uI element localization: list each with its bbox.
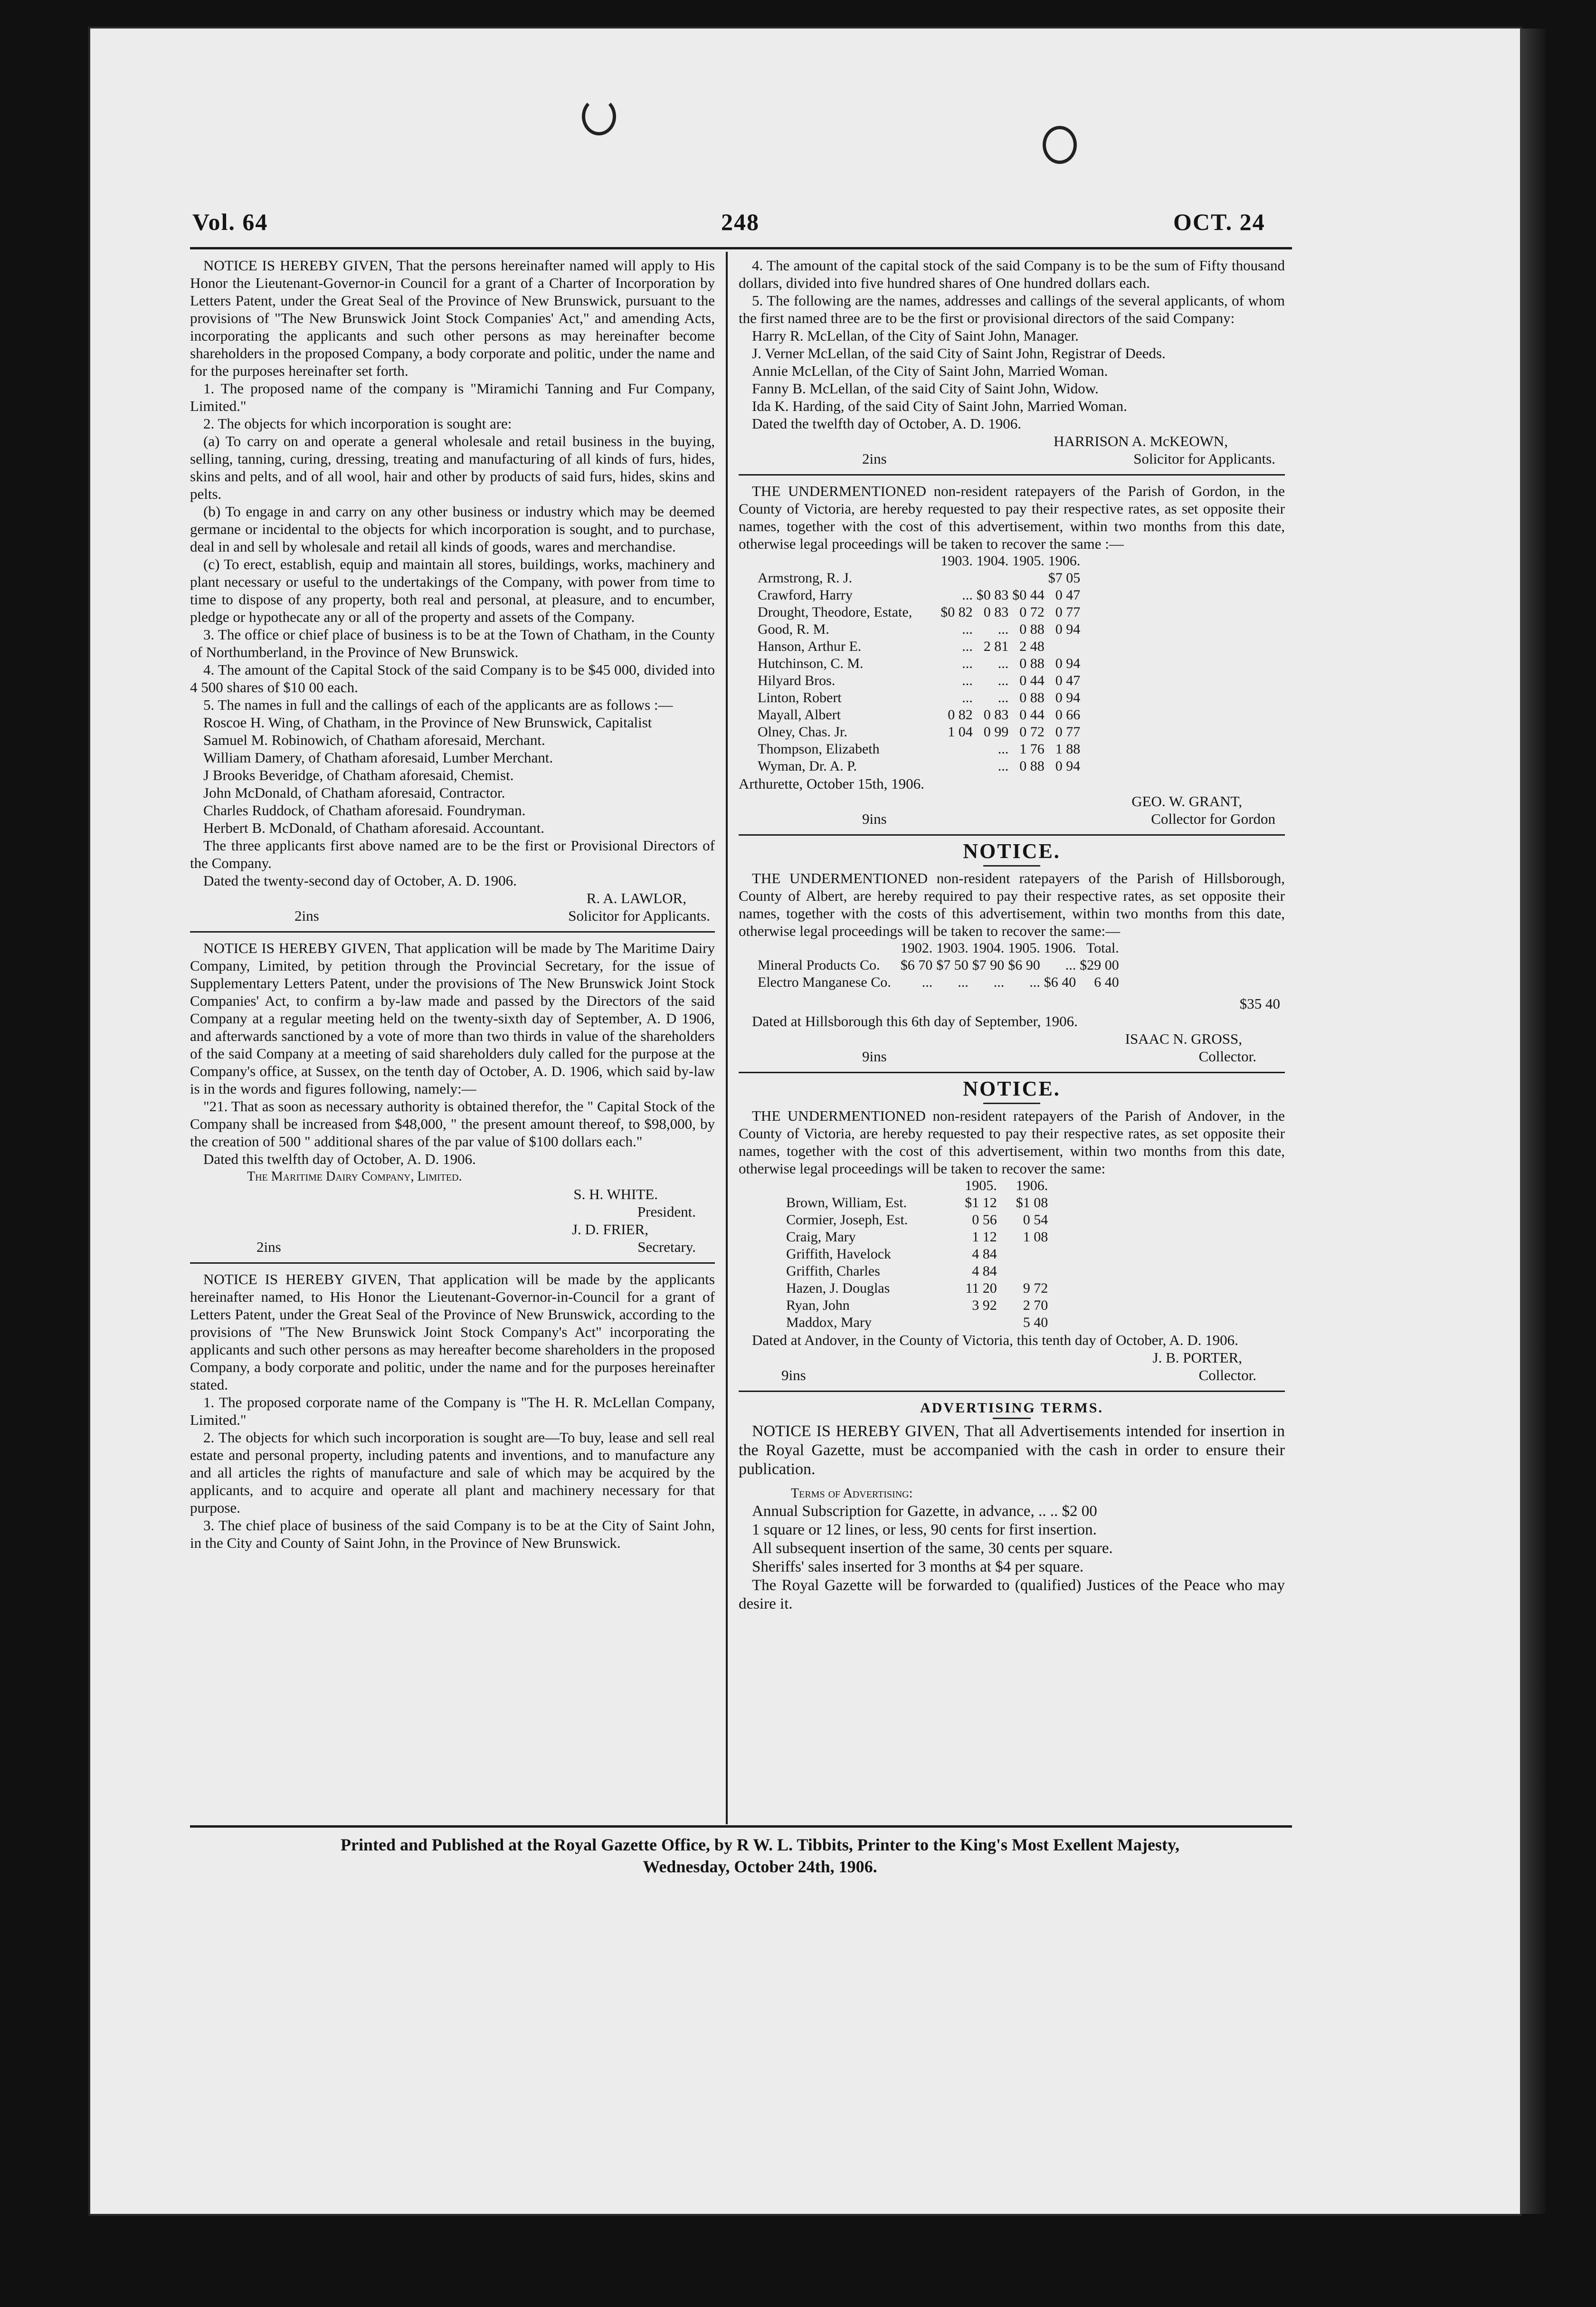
notice-paragraph: (a) To carry on and operate a general wholesale and retail business in the buying, selling, tanning, curing, dressing, treating and manufacturing of all kinds of furs, hides, skins and pelts, and of all wool, hair and other by products of said furs, hides, skins and pelts. [190,433,715,502]
applicant: William Damery, of Chatham aforesaid, Lumber Merchant. [203,749,553,766]
rate-cell: ... [958,974,969,990]
applicant: Samuel M. Robinowich, of Chatham aforesaid, Merchant. [203,732,545,748]
notice-dated: Dated this twelfth day of October, A. D. 1906. [203,1151,476,1167]
ratepayer-name: Wyman, Dr. A. P. [758,758,857,774]
applicant-list [739,327,1285,415]
rate-cell: 0 44 [1019,673,1045,688]
title-rule [993,1418,1031,1419]
year-header: 1903. [936,940,969,956]
rate-cell: 3 92 [972,1297,997,1313]
table-row [739,741,1080,758]
company-name: The Maritime Dairy Company, Limited. [247,1169,462,1184]
terms-line: Sheriffs' sales inserted for 3 months at $4 per square. [752,1558,1084,1575]
ratepayer-name: Hutchinson, C. M. [758,656,864,671]
notice-paragraph: 4. The amount of the capital stock of the said Company is to be the sum of Fifty thousand dollars, divided into five hundred shares of One hundred dollars each. [739,257,1285,291]
ratepayer-name: Crawford, Harry [758,587,853,603]
table-row [739,957,1119,974]
rate-cell: $0 83 [976,587,1009,603]
ratepayer-name: Griffith, Havelock [786,1246,892,1262]
rate-cell: 0 56 [972,1212,997,1228]
section-title: ADVERTISING TERMS. [920,1400,1103,1416]
ratepayer-name: Armstrong, R. J. [758,570,853,586]
notice-separator [190,931,715,933]
notice-mclellan-continued [739,257,1285,467]
punch-hole-mark [582,97,616,135]
table-header-row [767,1177,1048,1194]
terms-line: 1 square or 12 lines, or less, 90 cents for first insertion. [752,1521,1097,1538]
notice-intro: THE UNDERMENTIONED non-resident ratepayers of the Parish of Andover, in the County of Victoria, are hereby requested to pay their respective rates, as set opposite their names, together with the cost of this advertisement, within two months from this date, otherwise legal proceedings will be taken to recover the same: [739,1107,1285,1177]
applicant: Herbert B. McDonald, of Chatham aforesaid. Accountant. [203,820,544,836]
ratepayer-name: Electro Manganese Co. [758,974,891,990]
insertion-count: 2ins [256,1239,281,1255]
rate-cell [912,758,973,775]
notice-mclellan-company [190,1270,715,1552]
rate-cell: 0 77 [1055,604,1081,620]
table-row [767,1263,1048,1280]
rate-cell: ... [998,690,1009,705]
rate-cell: $6 90 [1008,957,1040,973]
notice-dated: Dated at Andover, in the County of Victoria, this tenth day of October, A. D. 1906. [752,1332,1238,1348]
rate-cell: 1 08 [1023,1229,1048,1245]
rate-cell: 0 94 [1055,656,1081,671]
rate-cell: 4 84 [972,1263,997,1279]
ratepayer-name: Maddox, Mary [786,1315,872,1330]
signer-title: Solicitor for Applicants. [568,907,710,924]
ratepayer-name: Olney, Chas. Jr. [758,724,847,740]
table-row [767,1211,1048,1229]
rate-cell: ... [962,673,973,688]
column-divider [726,252,728,1824]
year-header: Total. [1086,940,1119,956]
table-row [739,587,1080,604]
volume-label: Vol. 64 [192,209,268,235]
notice-paragraph: (c) To erect, establish, equip and maintain all stores, buildings, works, machinery and plant necessary or useful to the undertakings of the Company, with power from time to time to dispose of any property, both real and personal, at pleasure, and to encumber, pledge or hypothecate any or all of the property and assets of the Company. [190,556,715,625]
rate-cell: 0 88 [1019,656,1045,671]
signer-name: R. A. LAWLOR, [586,890,686,906]
table-row [767,1314,1048,1331]
table-row [767,1194,1048,1211]
table-header-row [739,553,1080,570]
rate-cell: $7 50 [936,957,969,973]
rate-cell: ... [998,621,1009,637]
header-rule [190,247,1292,249]
insertion-count: 2ins [862,450,887,467]
rate-cell: ... [998,741,1009,757]
rate-cell: ... [998,758,1009,774]
notice-paragraph: 4. The amount of the Capital Stock of the said Company is to be $45 000, divided into 4 500 shares of $10 00 each. [190,661,715,696]
ratepayer-name: Thompson, Elizabeth [758,741,880,757]
rate-cell: $1 12 [965,1195,997,1211]
table-row [739,724,1080,741]
rate-cell: $0 44 [1012,587,1045,603]
title-rule [983,865,1040,867]
notice-maritime-dairy [190,939,715,1256]
rate-cell: ... [1029,974,1040,990]
rate-cell: 11 20 [965,1280,997,1296]
rate-cell: 0 66 [1055,707,1081,723]
page-number: 248 [721,209,760,235]
rate-cell: $1 08 [1016,1195,1048,1211]
rate-cell: $29 00 [1080,957,1119,973]
insertion-count: 9ins [862,810,887,827]
rate-cell [997,1246,1048,1263]
signer-name: J. B. PORTER, [1152,1349,1242,1366]
total-amount: $35 40 [1239,995,1280,1012]
rates-table [767,1177,1048,1331]
rate-cell: 5 40 [1023,1315,1048,1330]
imprint-line: Printed and Published at the Royal Gazette Office, by R W. L. Tibbits, Printer to the King's Most Exellent Majesty, [341,1835,1179,1854]
rate-cell: 1 04 [948,724,973,740]
applicant: Roscoe H. Wing, of Chatham, in the Province of New Brunswick, Capitalist [203,714,652,731]
ratepayer-name: Hanson, Arthur E. [758,639,862,654]
year-header: 1904. [972,940,1005,956]
applicant: Ida K. Harding, of the said City of Saint John, Married Woman. [752,398,1127,414]
rate-cell: 0 72 [1019,724,1045,740]
table-row [739,672,1080,689]
table-row [739,974,1119,991]
notice-paragraph: 2. The objects for which such incorporation is sought are—To buy, lease and sell real estate and personal property, including patents and inventions, and to manufacture any and all articles the rights of manufacture and sale of which may be acquired by the applicants, and to acquire and operate all plant and machinery necessary for that purpose. [190,1429,715,1516]
notice-paragraph: 5. The names in full and the callings of each of the applicants are as follows :— [203,696,673,713]
rate-cell: 0 72 [1019,604,1045,620]
advertising-terms [739,1399,1285,1613]
rate-cell: 0 47 [1055,673,1081,688]
table-row [767,1229,1048,1246]
punch-hole [1043,126,1077,164]
notice-paragraph: 2. The objects for which incorporation is sought are: [203,415,512,432]
issue-date: OCT. 24 [1173,209,1265,235]
table-row [767,1280,1048,1297]
notice-separator [190,1262,715,1264]
table-row [739,570,1080,587]
year-header: 1903. [940,553,973,569]
rate-cell [1008,570,1045,587]
table-row [739,758,1080,775]
signer-title: Collector. [1198,1048,1256,1065]
notice-intro: NOTICE IS HEREBY GIVEN, That all Advertisements intended for insertion in the Royal Gazette, must be accompanied with the cash in order to ensure their publication. [739,1422,1285,1478]
applicant-list [190,714,715,837]
table-row [739,689,1080,706]
notice-andover-rates [739,1075,1285,1384]
table-row [739,604,1080,621]
notice-separator [739,834,1285,836]
rate-cell: 0 44 [1019,707,1045,723]
year-header: 1905. [1012,553,1045,569]
insertion-count: 9ins [781,1367,806,1383]
ratepayer-name: Craig, Mary [786,1229,856,1245]
ratepayer-name: Mayall, Albert [758,707,841,723]
table-header-row [739,940,1119,957]
notice-hillsborough-rates [739,838,1285,1065]
rate-cell: 1 12 [972,1229,997,1245]
ratepayer-name: Hilyard Bros. [758,673,836,688]
rate-cell: 9 72 [1023,1280,1048,1296]
signer-name: S. H. WHITE. [573,1186,658,1202]
notice-dated: Dated the twelfth day of October, A. D. 1906. [752,415,1021,432]
rate-cell [908,1314,997,1331]
year-header: 1905. [965,1178,997,1193]
notice-paragraph: (b) To engage in and carry on any other business or industry which may be deemed germane or incidental to the objects for which incorporation is sought, and to purchase, deal in and sell by wholesale and retail all kinds of goods, wares and merchandise. [190,503,715,555]
rate-cell: 0 94 [1055,621,1081,637]
rate-cell: 0 88 [1019,758,1045,774]
ratepayer-name: Brown, William, Est. [786,1195,907,1211]
rate-cell [912,741,973,758]
year-header: 1902. [900,940,933,956]
table-row [767,1297,1048,1314]
imprint [190,1834,1330,1878]
rate-cell: 1 88 [1055,741,1081,757]
signer-title: Solicitor for Applicants. [1133,450,1275,467]
year-header: 1905. [1008,940,1040,956]
rate-cell [997,1263,1048,1280]
notice-paragraph: The three applicants first above named are to be the first or Provisional Directors of the Company. [190,837,715,871]
page-edge-shadow [1520,29,1546,2214]
year-header: 1904. [976,553,1009,569]
rate-cell: ... [993,974,1005,990]
rate-cell: 0 77 [1055,724,1081,740]
rate-cell: $6 40 [1044,974,1076,990]
table-row [739,621,1080,638]
insertion-count: 9ins [862,1048,887,1065]
right-column [739,257,1285,1613]
rate-cell: 0 47 [1055,587,1081,603]
year-header: 1906. [1048,553,1081,569]
table-row [767,1246,1048,1263]
notice-intro: NOTICE IS HEREBY GIVEN, That application will be made by the applicants hereinafter named, to His Honor the Lieutenant-Governor-in-Council for a grant of Letters Patent, under the Great Seal of the Province of New Brunswick, according to the provisions of "The New Brunswick Joint Stock Company's Act" incorporating the applicants and such other persons as may hereafter become shareholders in the proposed Company, a body corporate and politic, under the name and for the purposes hereinafter stated. [190,1271,715,1393]
ratepayer-name: Drought, Theodore, Estate, [758,604,912,620]
signer-name: HARRISON A. McKEOWN, [1054,433,1228,449]
notice-dated: Arthurette, October 15th, 1906. [739,775,924,792]
rate-cell: ... [922,974,933,990]
notice-dated: Dated the twenty-second day of October, A. D. 1906. [203,872,517,889]
rates-table [739,553,1080,775]
insertion-count: 2ins [294,907,319,924]
notice-intro: NOTICE IS HEREBY GIVEN, That application will be made by The Maritime Dairy Company, Limited, by petition through the Provincial Secretary, for the issue of Supplementary Letters Patent, under the provisions of The New Brunswick Joint Stock Companies' Act, to confirm a by-law made and passed by the Directors of the said Company at a regular meeting held on the twenty-sixth day of September, A. D 1906, and afterwards sanctioned by a vote of more than two thirds in value of the shareholders of the said Company at a meeting of said shareholders duly called for the purpose at the Company's office, at Sussex, on the tenth day of October, A. D. 1906, which said by-law is in the words and figures following, namely:— [190,940,715,1097]
ratepayer-name: Good, R. M. [758,621,829,637]
signer-name: ISAAC N. GROSS, [1125,1030,1242,1047]
applicant: J. Verner McLellan, of the said City of Saint John, Registrar of Deeds. [752,345,1166,362]
notice-paragraph: 1. The proposed corporate name of the Company is "The H. R. McLellan Company, Limited." [190,1394,715,1428]
rate-cell: ... [962,656,973,671]
rate-cell: 0 83 [983,707,1009,723]
notice-paragraph: 3. The office or chief place of business is to be at the Town of Chatham, in the County of Northumberland, in the Province of New Brunswick. [190,626,715,660]
ratepayer-name: Griffith, Charles [786,1263,880,1279]
rate-cell: ... [962,690,973,705]
rate-cell: 0 88 [1019,690,1045,705]
rate-cell: ... [998,656,1009,671]
signer-title: Collector for Gordon [1151,810,1275,827]
terms-line: All subsequent insertion of the same, 30 cents per square. [752,1540,1113,1557]
rate-cell: 6 40 [1094,974,1119,990]
rate-cell: 2 48 [1019,639,1045,654]
signer-title: Secretary. [637,1239,696,1255]
applicant: J Brooks Beveridge, of Chatham aforesaid, Chemist. [203,767,514,783]
notice-separator [739,474,1285,476]
rate-cell: 1 76 [1019,741,1045,757]
terms-line: The Royal Gazette will be forwarded to (qualified) Justices of the Peace who may desire it. [739,1577,1285,1612]
rate-cell: 0 94 [1055,690,1081,705]
ratepayer-name: Cormier, Joseph, Est. [786,1212,908,1228]
notice-paragraph: 1. The proposed name of the company is "Miramichi Tanning and Fur Company, Limited." [190,380,715,414]
applicant: Annie McLellan, of the City of Saint John, Married Woman. [752,362,1108,379]
ratepayer-name: Hazen, J. Douglas [786,1280,890,1296]
notice-miramichi-tanning [190,257,715,925]
notice-separator [739,1072,1285,1073]
notice-dated: Dated at Hillsborough this 6th day of September, 1906. [752,1013,1078,1030]
rate-cell: $7 90 [972,957,1005,973]
ratepayer-name: Mineral Products Co. [758,957,880,973]
rate-cell: 0 54 [1023,1212,1048,1228]
rate-cell: ... [1065,957,1076,973]
terms-heading: Terms of Advertising: [791,1486,913,1501]
rate-cell: ... [998,673,1009,688]
rate-cell: 0 83 [983,604,1009,620]
footer-rule [190,1825,1292,1828]
signer-title: President. [637,1203,696,1220]
applicant: Fanny B. McLellan, of the said City of Saint John, Widow. [752,380,1099,397]
notice-title: NOTICE. [963,839,1061,863]
table-row [739,638,1080,655]
year-header: 1906. [1044,940,1076,956]
year-header: 1906. [1016,1178,1048,1193]
rate-cell [973,570,1009,587]
rate-cell: 2 81 [983,639,1009,654]
notice-intro: THE UNDERMENTIONED non-resident ratepayers of the Parish of Gordon, in the County of Victoria, are hereby requested to pay their respective rates, as set opposite their names, together with the cost of this advertisement, within two months from this date, otherwise legal proceedings will be taken to recover the same :— [739,483,1285,552]
rate-cell: $6 70 [900,957,933,973]
applicant: Harry R. McLellan, of the City of Saint John, Manager. [752,327,1079,344]
terms-line: Annual Subscription for Gazette, in advance, .. .. $2 00 [752,1503,1097,1520]
notice-gordon-rates [739,482,1285,828]
rate-cell: 4 84 [972,1246,997,1262]
rates-table [739,940,1119,991]
rate-cell: 0 88 [1019,621,1045,637]
rate-cell: 0 94 [1055,758,1081,774]
notice-paragraph: 3. The chief place of business of the said Company is to be at the City of Saint John, in the City and County of Saint John, in the Province of New Brunswick. [190,1517,715,1551]
ratepayer-name: Ryan, John [786,1297,850,1313]
imprint-date: Wednesday, October 24th, 1906. [643,1857,877,1876]
notice-separator [739,1391,1285,1392]
signer-title: Collector. [1198,1367,1256,1383]
table-row [739,655,1080,672]
signer-name: J. D. FRIER, [571,1221,648,1238]
rate-cell: $7 05 [1048,570,1081,586]
rate-cell: ... [962,621,973,637]
rate-cell [1045,638,1081,655]
rate-cell: ... [962,587,973,603]
notice-intro: THE UNDERMENTIONED non-resident ratepayers of the Parish of Hillsborough, County of Albert, are hereby required to pay their respective rates, as set opposite their names, together with the costs of this advertisement, within two months from this date, otherwise legal proceedings will be taken to recover the same:— [739,870,1285,939]
bylaw-quote: "21. That as soon as necessary authority is obtained therefor, the " Capital Stock of the Company shall be increased from $48,000, " the present amount thereof, to $98,000, by the creation of 500 " additional shares of the par value of $100 dollars each." [190,1098,715,1150]
notice-intro: NOTICE IS HEREBY GIVEN, That the persons hereinafter named will apply to His Honor the Lieutenant-Governor-in Council for a grant of a Charter of Incorporation by Letters Patent, under the Great Seal of the Province of New Brunswick, pursuant to the provisions of "The New Brunswick Joint Stock Companies' Act," and amending Acts, incorporating the applicants and such other persons as may hereinafter become shareholders in the proposed Company, a body corporate and politic, under the name and for the purposes hereinafter set forth. [190,257,715,379]
left-column [190,257,715,1552]
applicant: John McDonald, of Chatham aforesaid, Contractor. [203,784,505,801]
rate-cell: $0 82 [940,604,973,620]
rate-cell: 0 99 [983,724,1009,740]
rate-cell: ... [962,639,973,654]
ratepayer-name: Linton, Robert [758,690,842,705]
rate-cell: 2 70 [1023,1297,1048,1313]
title-rule [983,1103,1040,1104]
table-row [739,706,1080,724]
rate-cell [912,570,973,587]
signer-name: GEO. W. GRANT, [1131,793,1242,810]
notice-paragraph: 5. The following are the names, addresses and callings of the several applicants, of whom the first named three are to be the first or provisional directors of the said Company: [739,292,1285,326]
applicant: Charles Ruddock, of Chatham aforesaid. Foundryman. [203,802,526,819]
rate-cell: 0 82 [948,707,973,723]
notice-title: NOTICE. [963,1077,1061,1100]
